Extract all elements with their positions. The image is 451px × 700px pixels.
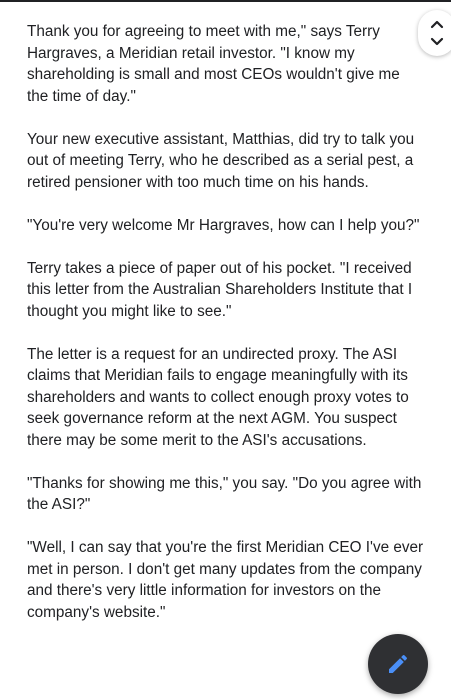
next-button[interactable] bbox=[422, 33, 451, 51]
top-divider bbox=[0, 0, 451, 2]
edit-button[interactable] bbox=[368, 634, 428, 694]
story-paragraph: The letter is a request for an undirected proxy. The ASI claims that Meridian fails to engage meaningfully with its shareholders and wants to collect enough proxy votes to seek governance reform at the next AGM. You suspect there may be some merit to the ASI's accusations. bbox=[27, 345, 409, 449]
story-paragraph: Thank you for agreeing to meet with me," says Terry Hargraves, a Meridian retail investor. "I know my shareholding is small and most CEOs wouldn't give me the time of day." bbox=[27, 23, 400, 105]
story-paragraph: "Well, I can say that you're the first Meridian CEO I've ever met in person. I don't get many updates from the company and there's very little information for investors on the company's website." bbox=[27, 539, 424, 621]
pencil-icon bbox=[386, 652, 410, 676]
story-paragraph: Terry takes a piece of paper out of his pocket. "I received this letter from the Australian Shareholders Institute that I thought you might like to see." bbox=[27, 259, 413, 320]
story-paragraph: "Thanks for showing me this," you say. "Do you agree with the ASI?" bbox=[27, 474, 422, 513]
chevron-up-icon bbox=[430, 19, 444, 29]
story-paragraph: "You're very welcome Mr Hargraves, how can I help you?" bbox=[27, 216, 420, 234]
story-paragraph: Your new executive assistant, Matthias, did try to talk you out of meeting Terry, who he described as a serial pest, a retired pensioner with too much time on his hands. bbox=[27, 130, 415, 191]
scroll-nav bbox=[418, 10, 451, 56]
story-text bbox=[27, 21, 425, 645]
chevron-down-icon bbox=[430, 37, 444, 47]
previous-button[interactable] bbox=[422, 15, 451, 33]
